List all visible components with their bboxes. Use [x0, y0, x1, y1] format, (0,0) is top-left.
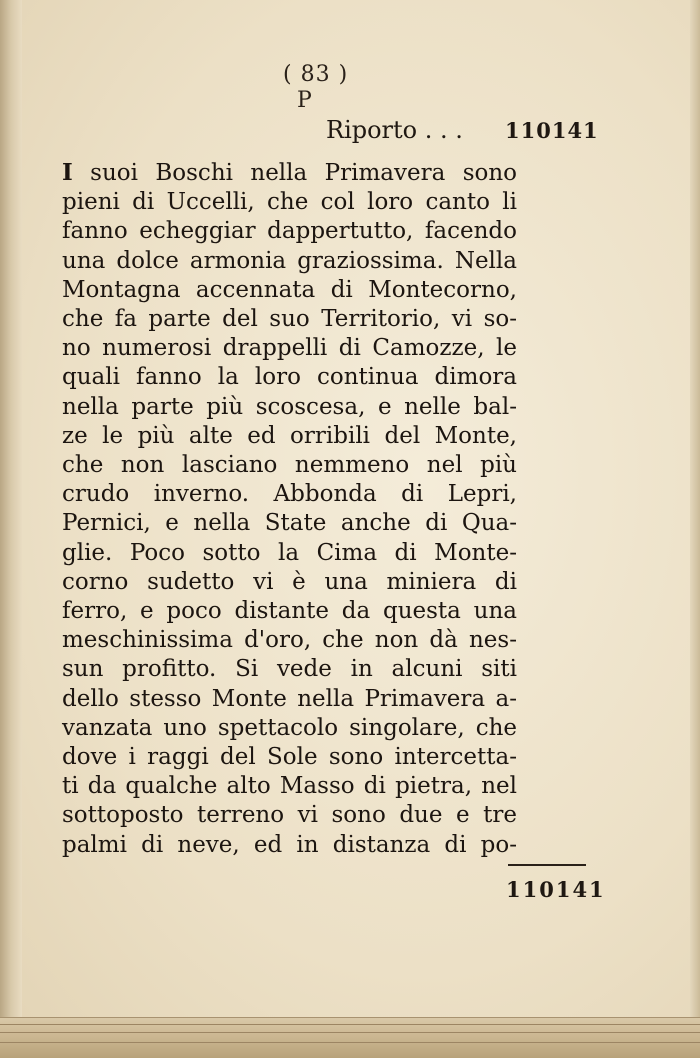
text-line: palmi di neve, ed in distanza di po-: [62, 831, 517, 858]
text-line: crudo inverno. Abbonda di Lepri,: [62, 481, 517, 508]
page-bottom-edge: [0, 1017, 700, 1058]
page-gutter: [0, 0, 22, 1058]
text-line: meschinissima d'oro, che non dà nes-: [62, 627, 517, 654]
sum-rule: [508, 864, 586, 866]
text-line: quali fanno la loro continua dimora: [62, 364, 517, 391]
text-line: sottoposto terreno vi sono due e tre: [62, 802, 517, 829]
text-line: dello stesso Monte nella Primavera a-: [62, 685, 517, 712]
text-line: sun profitto. Si vede in alcuni siti: [62, 656, 517, 683]
text-line: dove i raggi del Sole sono intercetta-: [62, 744, 517, 771]
edge-line: [0, 1024, 700, 1025]
text-line: una dolce armonia graziossima. Nella: [62, 247, 517, 274]
text-line: pieni di Uccelli, che col loro canto li: [62, 189, 517, 216]
text-line: ferro, e poco distante da questa una: [62, 598, 517, 625]
page-number: ( 83 ): [283, 62, 349, 87]
text-line: nella parte più scoscesa, e nelle bal-: [62, 393, 517, 420]
edge-line: [0, 1042, 700, 1043]
body-text: [62, 158, 517, 860]
edge-line: [0, 1032, 700, 1033]
text-line: che non lasciano nemmeno nel più: [62, 452, 517, 479]
text-line: no numerosi drappelli di Camozze, le: [62, 335, 517, 362]
text-line: glie. Poco sotto la Cima di Monte-: [62, 539, 517, 566]
signature-mark: P: [297, 88, 312, 113]
text-line: Pernici, e nella State anche di Qua-: [62, 510, 517, 537]
text-line: vanzata uno spettacolo singolare, che: [62, 714, 517, 741]
page-edge: [690, 0, 700, 1058]
page-total-value: 110141: [506, 877, 606, 902]
carried-forward-label: Riporto . . .: [326, 116, 463, 144]
text-line: ze le più alte ed orribili del Monte,: [62, 422, 517, 449]
text-line: fanno echeggiar dappertutto, facendo: [62, 218, 517, 245]
text-line: I suoi Boschi nella Primavera sono: [62, 159, 517, 186]
text-line: corno sudetto vi è una miniera di: [62, 568, 517, 595]
text-line: che fa parte del suo Territorio, vi so-: [62, 306, 517, 333]
carried-forward-value: 110141: [505, 118, 599, 143]
text-line: Montagna accennata di Montecorno,: [62, 276, 517, 303]
text-line: ti da qualche alto Masso di pietra, nel: [62, 773, 517, 800]
